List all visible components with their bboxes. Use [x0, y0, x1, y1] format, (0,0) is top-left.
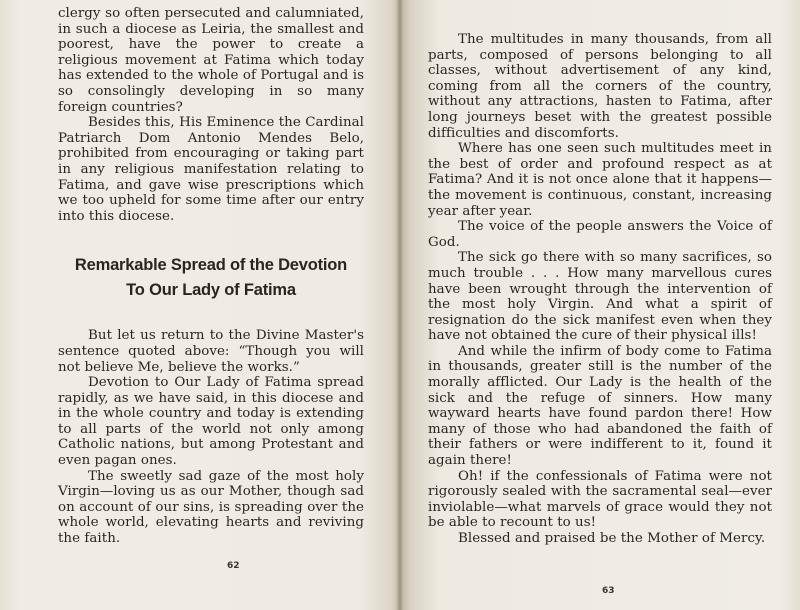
- right-paragraph-5: And while the infirm of body come to Fatima in thousands, greater still is the number of the morally afflicted. Our Lady is the health of the sick and the refuge of sinners. How many wayward hearts have found pardon there! How many of those who had abandoned the faith of their fathers or were indifferent to it, found it again there!: [428, 343, 772, 469]
- book-gutter: [396, 0, 404, 610]
- right-paragraph-2: Where has one seen such multitudes meet in the best of order and profound respect as at Fatima? And it is not once alone that it happens—the movement is continuous, constant, increasing year after year.: [428, 141, 772, 219]
- left-page-number: 62: [227, 561, 240, 571]
- left-paragraph-1: clergy so often persecuted and calumniated, in such a diocese as Leiria, the smallest and poorest, have the power to create a religious movement at Fatima which today has extended to the whole of Portugal and is so consolingly developing in so many foreign countries?: [58, 6, 364, 115]
- right-page-number: 63: [602, 586, 615, 596]
- heading-line-1: Remarkable Spread of the Devotion: [74, 256, 348, 275]
- right-paragraph-6: Oh! if the confessionals of Fatima were not rigorously sealed with the sacramental seal—ever inviolable—what marvels of grace would they not be able to recount to us!: [428, 468, 772, 531]
- right-paragraph-7: Blessed and praised be the Mother of Mercy.: [458, 531, 766, 546]
- left-paragraph-2: Besides this, His Eminence the Cardinal Patriarch Dom Antonio Mendes Belo, prohibited from encouraging or taking part in any religious manifestation relating to Fatima, and gave wise prescriptions which we too upheld for some time after our entry into this diocese.: [58, 115, 364, 224]
- right-paragraph-4: The sick go there with so many sacrifices, so much trouble . . . How many marvellous cures have been wrought through the intervention of the most holy Virgin. And what a spirit of resignation do the sick manifest even when they have not obtained the cure of their physical ills!: [428, 250, 772, 344]
- section-heading: [58, 253, 364, 303]
- left-paragraph-4: Devotion to Our Lady of Fatima spread rapidly, as we have said, in this diocese and in the whole country and today is extending to all parts of the world not only among Catholic nations, but among Protestant and even pagan ones.: [58, 375, 364, 469]
- right-paragraph-3: The voice of the people answers the Voice of God.: [428, 219, 772, 250]
- right-page: [400, 0, 800, 610]
- right-paragraph-1: The multitudes in many thousands, from all parts, composed of persons belonging to all classes, without advertisement of any kind, coming from all the corners of the country, without any attractions, hasten to Fatima, after long journeys beset with the greatest possible difficulties and discomforts.: [428, 32, 772, 141]
- heading-line-2: To Our Lady of Fatima: [126, 281, 296, 300]
- left-paragraph-5: The sweetly sad gaze of the most holy Virgin—loving us as our Mother, though sad on account of our sins, is spreading over the whole world, elevating hearts and reviving the faith.: [58, 468, 364, 547]
- left-paragraph-3: But let us return to the Divine Master's sentence quoted above: “Though you will not believe Me, believe the works.”: [58, 328, 364, 375]
